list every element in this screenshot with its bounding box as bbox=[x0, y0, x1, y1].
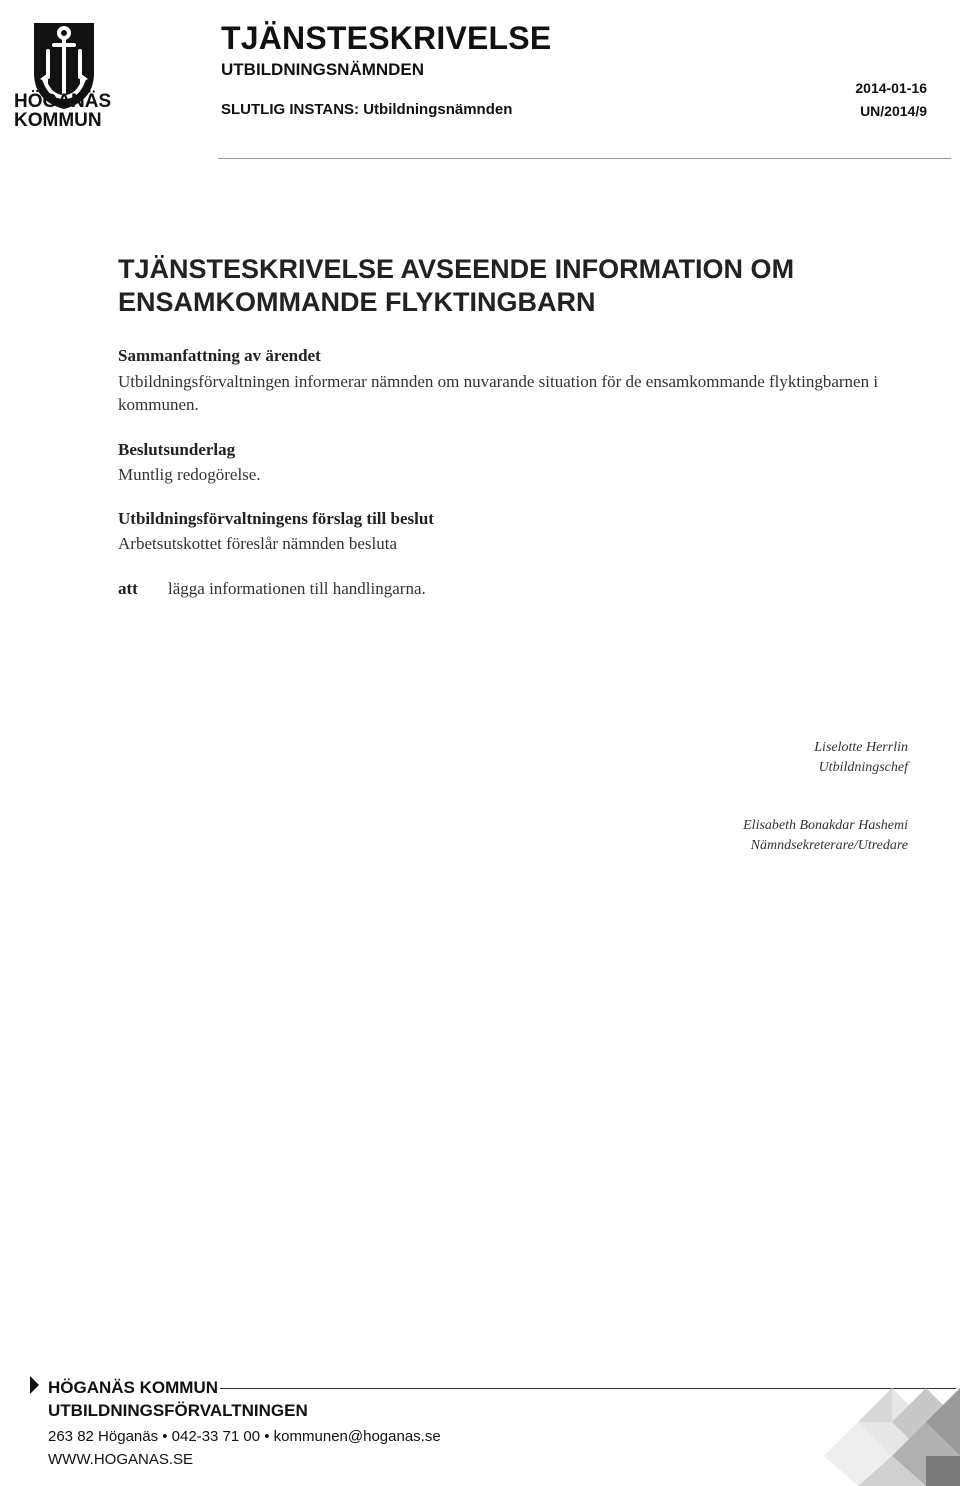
page-title-line2: ENSAMKOMMANDE FLYKTINGBARN bbox=[118, 287, 596, 317]
signature-name: Liselotte Herrlin bbox=[814, 740, 908, 755]
decision-label: att bbox=[118, 579, 138, 598]
logo-text-line2: KOMMUN bbox=[14, 110, 102, 131]
section-heading-basis: Beslutsunderlag bbox=[118, 440, 236, 459]
footer-arrow-icon bbox=[30, 1376, 39, 1394]
signature-title: Utbildningschef bbox=[818, 760, 908, 775]
page-title-line1: TJÄNSTESKRIVELSE AVSEENDE INFORMATION OM bbox=[118, 254, 795, 284]
footer-website: WWW.HOGANAS.SE bbox=[48, 1451, 194, 1468]
page-title bbox=[118, 253, 898, 319]
signature-name: Elisabeth Bonakdar Hashemi bbox=[743, 818, 908, 833]
final-instance: SLUTLIG INSTANS: Utbildningsnämnden bbox=[221, 101, 513, 118]
section-body-proposal: Arbetsutskottet föreslår nämnden besluta bbox=[118, 534, 398, 553]
section-heading-proposal: Utbildningsförvaltningens förslag till beslut bbox=[118, 509, 434, 528]
document-number: UN/2014/9 bbox=[860, 103, 927, 119]
footer-contact: 263 82 Höganäs • 042-33 71 00 • kommunen@hoganas.se bbox=[48, 1428, 441, 1445]
logo-text-line1: HÖGANÄS bbox=[14, 91, 112, 112]
footer-department: UTBILDNINGSFÖRVALTNINGEN bbox=[48, 1401, 308, 1420]
logo-text bbox=[14, 92, 124, 130]
document-type: TJÄNSTESKRIVELSE bbox=[221, 20, 552, 56]
footer-pattern-graphic bbox=[824, 1388, 960, 1486]
section-body-basis: Muntlig redogörelse. bbox=[118, 465, 261, 484]
footer-organization: HÖGANÄS KOMMUN bbox=[48, 1378, 218, 1397]
board-name: UTBILDNINGSNÄMNDEN bbox=[221, 60, 425, 79]
header-divider bbox=[218, 158, 951, 159]
section-heading-summary: Sammanfattning av ärendet bbox=[118, 346, 321, 365]
section-body-summary: Utbildningsförvaltningen informerar nämnden om nuvarande situation för de ensamkommande flyktingbarnen i kommunen. bbox=[118, 372, 879, 414]
decision-text: lägga informationen till handlingarna. bbox=[168, 579, 426, 598]
document-date: 2014-01-16 bbox=[855, 80, 927, 96]
signature-title: Nämndsekreterare/Utredare bbox=[750, 838, 908, 853]
